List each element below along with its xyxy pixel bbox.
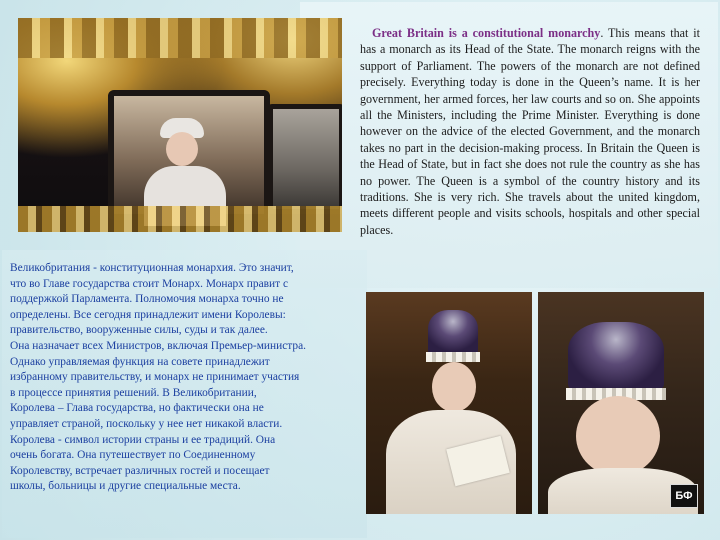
russian-line: Она назначает всех Министров, включая Премьер-министра.	[10, 339, 306, 352]
queen-speech-photo	[366, 292, 532, 514]
russian-line: управляет страной, поскольку у нее нет никакой власти.	[10, 417, 283, 430]
russian-line: определены. Все сегодня принадлежит имени Королевы:	[10, 308, 286, 321]
crown	[428, 310, 478, 356]
russian-line: поддержкой Парламента. Полномочия монарха точно не	[10, 293, 284, 306]
russian-line: в процессе принятия решений. В Великобритании,	[10, 386, 257, 399]
crown-ermine-band	[426, 352, 480, 362]
russian-line: Великобритания - конституционная монархия. Это значит,	[10, 262, 294, 274]
english-lead: Great Britain is a constitutional monarchy	[372, 26, 601, 40]
queen-face	[166, 132, 198, 166]
russian-paragraph	[10, 261, 366, 495]
carriage-gold-trim	[18, 206, 342, 232]
carriage-photo	[18, 18, 342, 232]
russian-line: что во Главе государства стоит Монарх. Монарх правит с	[10, 277, 288, 290]
queen-face	[432, 362, 476, 412]
queen-face	[576, 396, 660, 476]
english-body: . This means that it has a monarch as its Head of the State. The monarch reigns with the support of Parliament. The powers of the monarch are not defined precisely. Everything today is done in the Queen’s name. It is her government, her armed forces, her law courts and so on. She appoints all the Ministers, including the Prime Minister. Everything is done however on the advice of the elected Government, and the monarch takes no part in the decision-making process. In Britain the Queen is the Head of State, but in fact she does not rule the country as she has no power. The Queen is a symbol of the country history and its traditions. She is very rich. She travels about the united kingdom, meets different people and visits schools, hospitals and other special places.	[360, 26, 700, 237]
russian-line: очень богата. Она путешествует по Соединенному	[10, 449, 256, 462]
russian-line: Королева – Глава государства, но фактически она не	[10, 402, 264, 415]
russian-line: правительство, вооруженные силы, суды и так далее.	[10, 324, 268, 337]
russian-line: избранному правительству, и монарх не принимает участия	[10, 371, 300, 384]
russian-line: школы, больницы и другие специальные места.	[10, 480, 241, 493]
queen-crown-photo	[538, 292, 704, 514]
channel-logo: БФ	[670, 484, 698, 508]
english-paragraph	[360, 25, 700, 238]
carriage-gold-ornament	[18, 18, 342, 58]
russian-line: Однако управляемая функция на совете принадлежит	[10, 355, 270, 368]
russian-line: Королева - символ истории страны и ее традиций. Она	[10, 433, 276, 446]
russian-line: Королевству, встречает различных гостей и посещает	[10, 464, 270, 477]
carriage-window	[108, 90, 270, 220]
carriage-side-window	[268, 104, 342, 214]
crown	[568, 322, 664, 392]
